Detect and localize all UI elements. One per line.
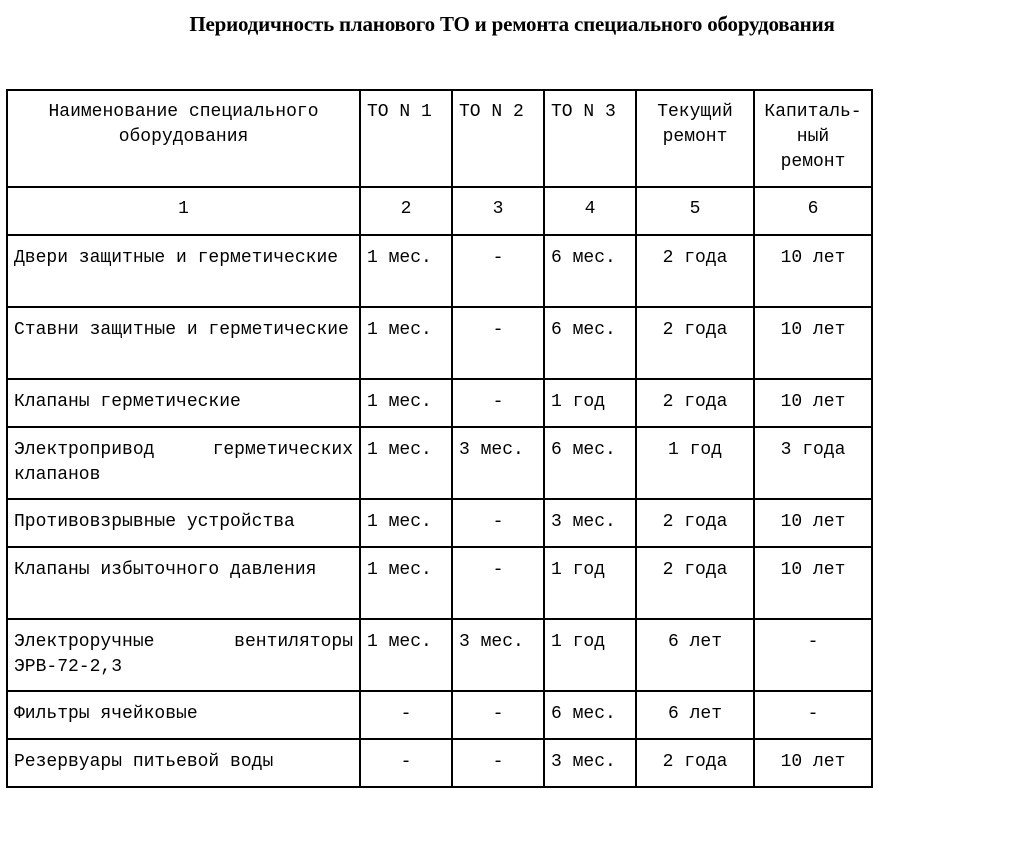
to3-cell: 6 мес. bbox=[544, 307, 636, 379]
table-row bbox=[7, 427, 872, 499]
current-repair-cell: 2 года bbox=[636, 235, 754, 307]
current-repair-cell: 2 года bbox=[636, 739, 754, 787]
equipment-name-cell: Резервуары питьевой воды bbox=[7, 739, 360, 787]
to1-cell: 1 мес. bbox=[360, 427, 452, 499]
to3-cell: 3 мес. bbox=[544, 739, 636, 787]
to1-cell: 1 мес. bbox=[360, 499, 452, 547]
header-to1: ТО N 1 bbox=[360, 90, 452, 187]
to3-cell: 6 мес. bbox=[544, 691, 636, 739]
to3-cell: 3 мес. bbox=[544, 499, 636, 547]
to2-cell: - bbox=[452, 691, 544, 739]
capital-repair-cell: 10 лет bbox=[754, 379, 872, 427]
to3-cell: 6 мес. bbox=[544, 235, 636, 307]
to1-cell: 1 мес. bbox=[360, 379, 452, 427]
capital-repair-cell: 10 лет bbox=[754, 547, 872, 619]
current-repair-cell: 1 год bbox=[636, 427, 754, 499]
to3-cell: 1 год bbox=[544, 379, 636, 427]
table-row bbox=[7, 307, 872, 379]
table-row bbox=[7, 619, 872, 691]
current-repair-cell: 6 лет bbox=[636, 619, 754, 691]
to1-cell: - bbox=[360, 691, 452, 739]
maintenance-schedule-table bbox=[6, 89, 873, 788]
current-repair-cell: 2 года bbox=[636, 379, 754, 427]
to1-cell: - bbox=[360, 739, 452, 787]
equipment-name-cell: Клапаны избыточного давления bbox=[7, 547, 360, 619]
to1-cell: 1 мес. bbox=[360, 235, 452, 307]
capital-repair-cell: - bbox=[754, 691, 872, 739]
table-row bbox=[7, 691, 872, 739]
table-row bbox=[7, 499, 872, 547]
current-repair-cell: 2 года bbox=[636, 307, 754, 379]
to3-cell: 1 год bbox=[544, 619, 636, 691]
to2-cell: 3 мес. bbox=[452, 427, 544, 499]
current-repair-cell: 2 года bbox=[636, 547, 754, 619]
table-row bbox=[7, 547, 872, 619]
capital-repair-cell: 10 лет bbox=[754, 499, 872, 547]
capital-repair-cell: - bbox=[754, 619, 872, 691]
capital-repair-cell: 3 года bbox=[754, 427, 872, 499]
to1-cell: 1 мес. bbox=[360, 547, 452, 619]
to2-cell: - bbox=[452, 379, 544, 427]
to3-cell: 1 год bbox=[544, 547, 636, 619]
table-row bbox=[7, 235, 872, 307]
to2-cell: - bbox=[452, 499, 544, 547]
to2-cell: 3 мес. bbox=[452, 619, 544, 691]
header-to3: ТО N 3 bbox=[544, 90, 636, 187]
equipment-name-cell: Двери защитные и герметические bbox=[7, 235, 360, 307]
to1-cell: 1 мес. bbox=[360, 619, 452, 691]
capital-repair-cell: 10 лет bbox=[754, 307, 872, 379]
to2-cell: - bbox=[452, 307, 544, 379]
equipment-name-cell: Электропривод герметических клапанов bbox=[7, 427, 360, 499]
header-capital-repair: Капиталь- ный ремонт bbox=[754, 90, 872, 187]
column-number: 2 bbox=[360, 187, 452, 235]
header-to2: ТО N 2 bbox=[452, 90, 544, 187]
equipment-name-cell: Клапаны герметические bbox=[7, 379, 360, 427]
header-row bbox=[7, 90, 872, 187]
column-number: 3 bbox=[452, 187, 544, 235]
equipment-name-cell: Электроручные вентиляторы ЭРВ-72-2,3 bbox=[7, 619, 360, 691]
column-number: 4 bbox=[544, 187, 636, 235]
column-number: 1 bbox=[7, 187, 360, 235]
page-title: Периодичность планового ТО и ремонта специального оборудования bbox=[189, 12, 835, 36]
to3-cell: 6 мес. bbox=[544, 427, 636, 499]
table-row bbox=[7, 379, 872, 427]
capital-repair-cell: 10 лет bbox=[754, 235, 872, 307]
equipment-name-cell: Ставни защитные и герметические bbox=[7, 307, 360, 379]
equipment-name-cell: Фильтры ячейковые bbox=[7, 691, 360, 739]
header-equipment-name: Наименование специального оборудования bbox=[7, 90, 360, 187]
column-number: 6 bbox=[754, 187, 872, 235]
to2-cell: - bbox=[452, 739, 544, 787]
header-current-repair: Текущий ремонт bbox=[636, 90, 754, 187]
column-number: 5 bbox=[636, 187, 754, 235]
capital-repair-cell: 10 лет bbox=[754, 739, 872, 787]
equipment-name-cell: Противовзрывные устройства bbox=[7, 499, 360, 547]
to2-cell: - bbox=[452, 235, 544, 307]
to1-cell: 1 мес. bbox=[360, 307, 452, 379]
to2-cell: - bbox=[452, 547, 544, 619]
current-repair-cell: 6 лет bbox=[636, 691, 754, 739]
column-number-row bbox=[7, 187, 872, 235]
current-repair-cell: 2 года bbox=[636, 499, 754, 547]
table-row bbox=[7, 739, 872, 787]
